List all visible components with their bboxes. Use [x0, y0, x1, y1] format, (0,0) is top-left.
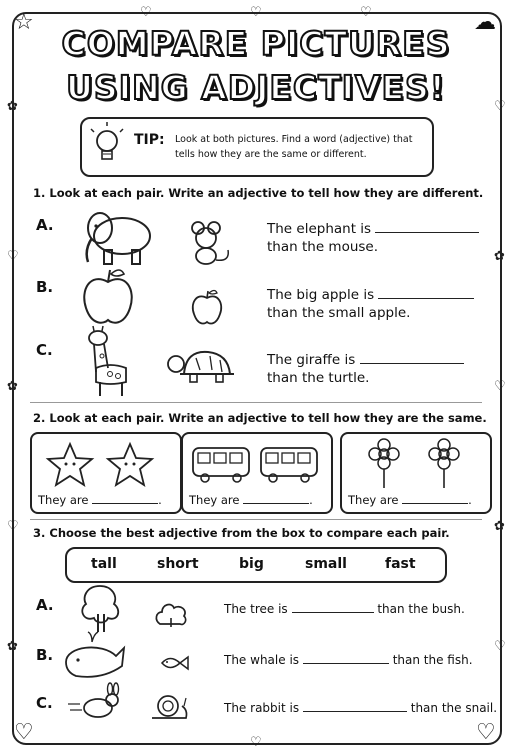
same-sentence-2: [189, 493, 313, 507]
sentence-3c-start: The rabbit is: [224, 701, 300, 715]
section1-instruction: 1. Look at each pair. Write an adjective to tell how they are different.: [33, 186, 484, 200]
same-sentence-1: [38, 493, 162, 507]
heart-decoration-icon: ♡: [494, 99, 506, 114]
answer-blank[interactable]: [292, 612, 374, 613]
mouse-icon: [188, 220, 238, 266]
section-divider: [30, 402, 482, 403]
snail-icon: [150, 694, 190, 722]
same-sentence-label: They are: [189, 493, 240, 507]
sentence-3a-start: The tree is: [224, 602, 288, 616]
sentence-3a-end: than the bush.: [377, 602, 465, 616]
answer-blank[interactable]: [402, 503, 468, 504]
tip-text: Look at both pictures. Find a word (adjective) that tells how they are the same or different.: [175, 134, 413, 160]
word-bank-item: small: [305, 556, 347, 572]
page-title-line-1: COMPARE PICTURES: [61, 24, 451, 63]
star-decoration-icon: ✿: [7, 99, 18, 114]
elephant-icon: [78, 206, 158, 266]
fish-icon: [160, 654, 190, 672]
buses-pair-icon: [189, 442, 329, 492]
tip-label: TIP:: [134, 132, 165, 148]
heart-decoration-icon: ♡: [476, 720, 496, 745]
answer-blank[interactable]: [243, 503, 309, 504]
same-sentence-label: They are: [38, 493, 89, 507]
heart-decoration-icon: ♡: [250, 5, 262, 20]
heart-decoration-icon: ♡: [250, 735, 262, 750]
sentence-a-line2: than the mouse.: [267, 239, 379, 255]
sentence-period: .: [158, 493, 162, 507]
sentence-3b: [224, 653, 473, 667]
same-sentence-label: They are: [348, 493, 399, 507]
bush-icon: [154, 600, 188, 628]
same-pair-box-flowers: [340, 432, 492, 514]
sentence-period: .: [468, 493, 472, 507]
sentence-c: [267, 351, 464, 387]
item-letter: C.: [36, 341, 53, 359]
heart-decoration-icon: ♡: [494, 639, 506, 654]
tree-icon: [78, 584, 122, 634]
item-letter: A.: [36, 216, 54, 234]
big-apple-icon: [80, 266, 136, 328]
turtle-icon: [166, 346, 236, 390]
answer-blank[interactable]: [303, 711, 407, 712]
same-pair-box-buses: [181, 432, 333, 514]
sentence-a-line1: The elephant is: [267, 221, 372, 237]
word-bank-item: tall: [91, 556, 117, 572]
lightbulb-icon: [92, 126, 122, 166]
star-decoration-icon: ☆: [14, 10, 34, 35]
section-divider: [30, 519, 482, 520]
heart-decoration-icon: ♡: [7, 519, 19, 534]
rabbit-icon: [68, 686, 124, 722]
word-bank-item: fast: [385, 556, 416, 572]
same-sentence-3: [348, 493, 472, 507]
sentence-b: [267, 286, 474, 322]
item-letter: B.: [36, 278, 54, 296]
same-pair-box-stars: [30, 432, 182, 514]
sentence-3b-end: than the fish.: [392, 653, 473, 667]
word-bank-item: short: [157, 556, 199, 572]
answer-blank[interactable]: [92, 503, 158, 504]
sentence-3a: [224, 602, 465, 616]
heart-decoration-icon: ♡: [360, 5, 372, 20]
page-title-line-2: USING ADJECTIVES!: [66, 68, 446, 107]
heart-decoration-icon: ♡: [140, 5, 152, 20]
sentence-3c: [224, 701, 497, 715]
item-letter: C.: [36, 694, 53, 712]
heart-decoration-icon: ♡: [494, 379, 506, 394]
word-bank-box: [65, 547, 447, 583]
star-decoration-icon: ✿: [494, 249, 505, 264]
answer-blank[interactable]: [378, 298, 474, 299]
stars-pair-icon: [38, 440, 178, 490]
whale-icon: [62, 632, 126, 680]
flowers-pair-icon: [348, 438, 488, 490]
giraffe-icon: [80, 328, 140, 398]
sentence-period: .: [309, 493, 313, 507]
sentence-3c-end: than the snail.: [410, 701, 498, 715]
item-letter: A.: [36, 596, 54, 614]
star-decoration-icon: ✿: [494, 519, 505, 534]
sentence-3b-start: The whale is: [224, 653, 300, 667]
section3-instruction: 3. Choose the best adjective from the box to compare each pair.: [33, 526, 450, 540]
answer-blank[interactable]: [375, 232, 479, 233]
item-letter: B.: [36, 646, 54, 664]
heart-decoration-icon: ♡: [14, 720, 34, 745]
word-bank-item: big: [239, 556, 264, 572]
star-decoration-icon: ✿: [7, 379, 18, 394]
heart-decoration-icon: ♡: [7, 249, 19, 264]
sentence-a: [267, 220, 479, 256]
sentence-c-line1: The giraffe is: [267, 352, 356, 368]
cloud-decoration-icon: ☁: [474, 10, 496, 35]
answer-blank[interactable]: [303, 663, 389, 664]
small-apple-icon: [190, 288, 224, 326]
tip-box: [80, 117, 434, 177]
answer-blank[interactable]: [360, 363, 464, 364]
section2-instruction: 2. Look at each pair. Write an adjective to tell how they are the same.: [33, 411, 487, 425]
sentence-c-line2: than the turtle.: [267, 370, 370, 386]
star-decoration-icon: ✿: [7, 639, 18, 654]
sentence-b-line2: than the small apple.: [267, 305, 411, 321]
sentence-b-line1: The big apple is: [267, 287, 375, 303]
